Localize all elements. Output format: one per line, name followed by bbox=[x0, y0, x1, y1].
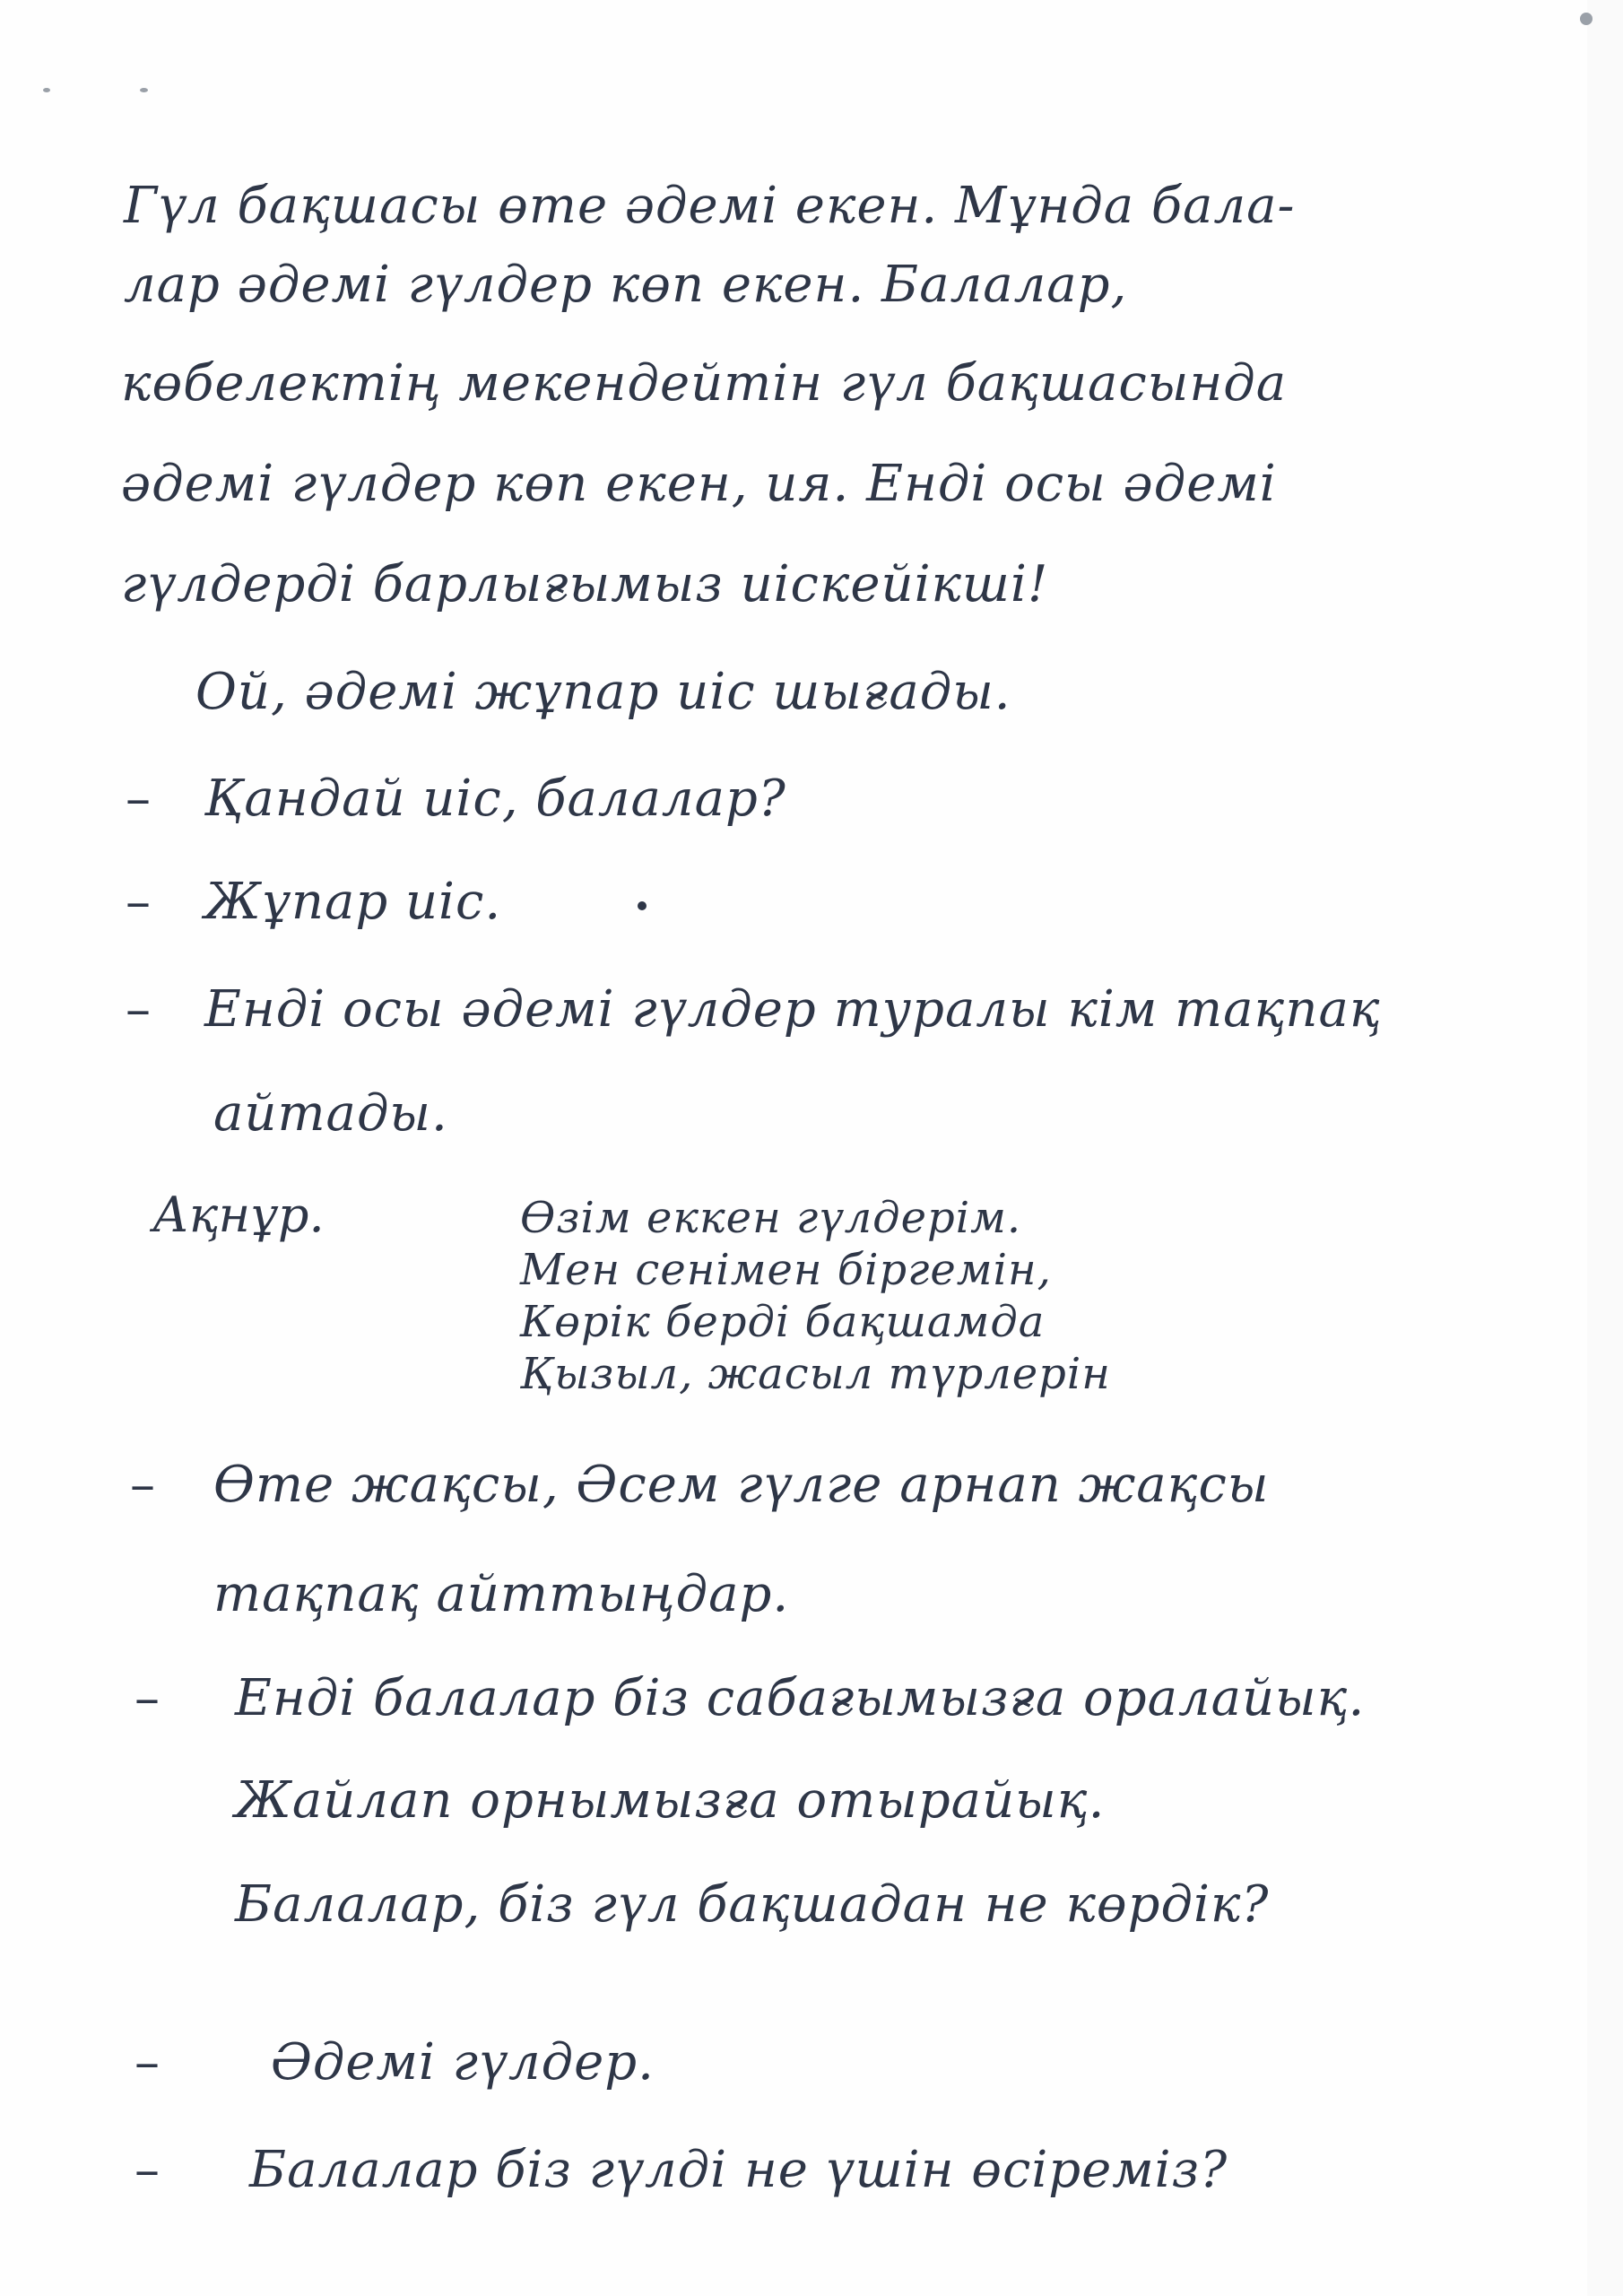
poem-line: Өзім еккен гүлдерім. bbox=[520, 1193, 1022, 1243]
text-line: Әдемі гүлдер. bbox=[271, 2033, 655, 2092]
poem-line: Қызыл, жасыл түрлерін bbox=[520, 1349, 1111, 1399]
scan-edge bbox=[1587, 0, 1623, 2296]
text-line: көбелектің мекендейтін гүл бақшасында bbox=[121, 354, 1288, 413]
scan-speck bbox=[140, 88, 148, 92]
dialogue-dash: – bbox=[135, 2033, 160, 2092]
text-line: Балалар, біз гүл бақшадан не көрдік? bbox=[235, 1875, 1270, 1934]
poem-line: Көрік берді бақшамда bbox=[520, 1297, 1046, 1347]
text-line: Жұпар иіс. bbox=[204, 873, 502, 931]
dialogue-dash: – bbox=[126, 770, 151, 828]
text-line: тақпақ айттыңдар. bbox=[213, 1565, 790, 1623]
text-line: Ой, әдемі жұпар иіс шығады. bbox=[195, 663, 1011, 721]
text-line: айтады. bbox=[213, 1084, 448, 1143]
text-line: Жайлап орнымызға отырайық. bbox=[235, 1771, 1106, 1830]
dialogue-dash: – bbox=[135, 2141, 160, 2199]
ink-dot bbox=[638, 901, 647, 910]
text-line: Қандай иіс, балалар? bbox=[204, 770, 786, 828]
dialogue-dash: – bbox=[130, 1456, 155, 1514]
text-line: Балалар біз гүлді не үшін өсіреміз? bbox=[249, 2141, 1228, 2199]
dialogue-dash: – bbox=[135, 1669, 160, 1727]
dialogue-dash: – bbox=[126, 873, 151, 931]
speaker-name: Ақнұр. bbox=[152, 1187, 325, 1243]
text-line: Өте жақсы, Әсем гүлге арнап жақсы bbox=[213, 1456, 1270, 1514]
dialogue-dash: – bbox=[126, 980, 151, 1039]
text-line: Гүл бақшасы өте әдемі екен. Мұнда бала- bbox=[124, 177, 1296, 235]
text-line: Енді балалар біз сабағымызға оралайық. bbox=[235, 1669, 1366, 1727]
scan-speck bbox=[43, 88, 50, 92]
poem-line: Мен сенімен біргемін, bbox=[520, 1245, 1052, 1295]
text-line: Енді осы әдемі гүлдер туралы кім тақпақ bbox=[204, 980, 1381, 1039]
text-line: гүлдерді барлығымыз иіскейікші! bbox=[121, 555, 1049, 613]
text-line: лар әдемі гүлдер көп екен. Балалар, bbox=[124, 256, 1128, 314]
scan-speck bbox=[1580, 13, 1593, 25]
text-line: әдемі гүлдер көп екен, ия. Енді осы әдемі bbox=[121, 455, 1277, 513]
